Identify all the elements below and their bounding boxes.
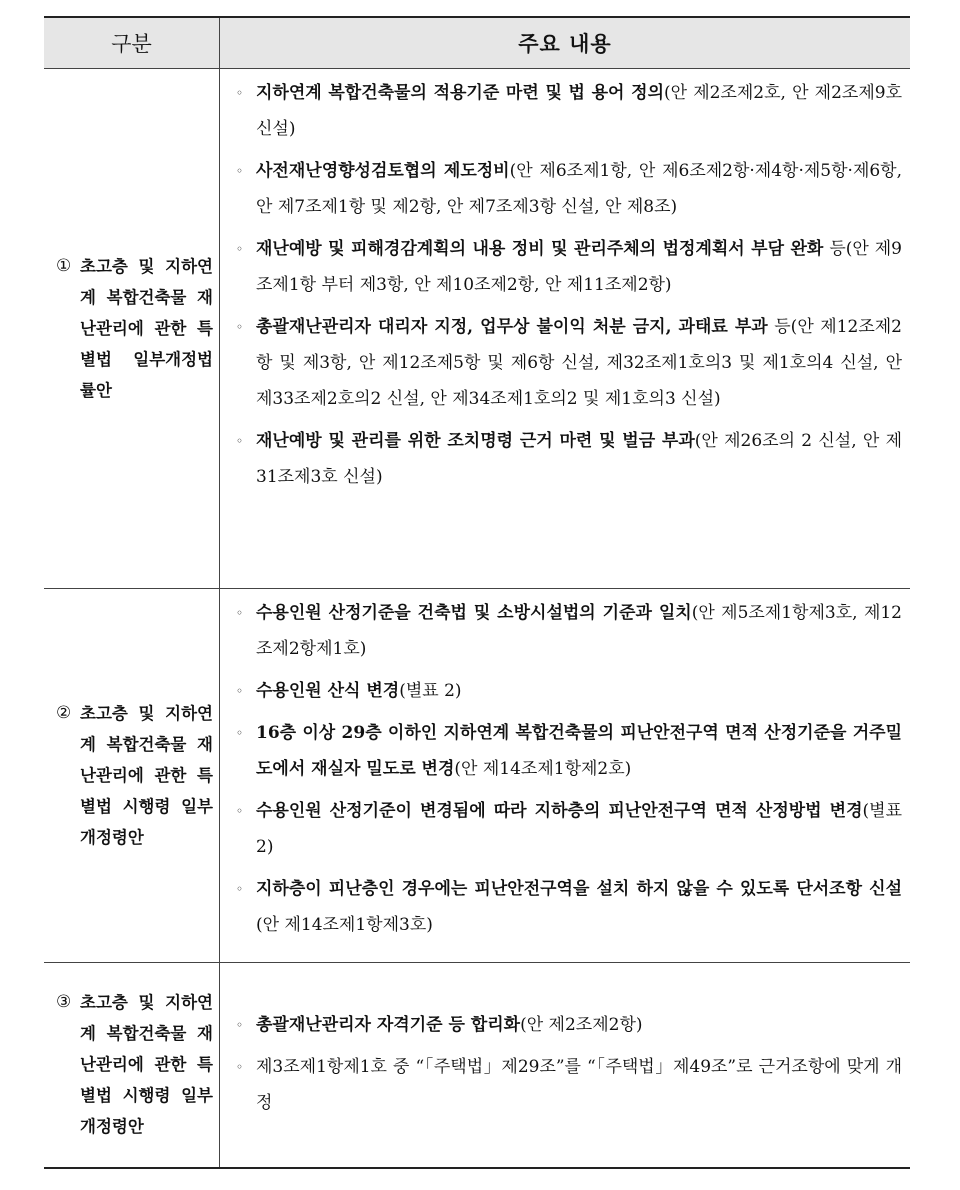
content-cell [220,963,911,1168]
table-header-row [44,17,910,69]
table-row [44,963,910,1168]
bullet-icon: ◦ [236,86,244,100]
list-item: ◦ 재난예방 및 관리를 위한 조치명령 근거 마련 및 벌금 부과(안 제26조의 2 신설, 안 제31조제3호 신설) [228,423,902,495]
category-text: 초고층 및 지하연계 복합건축물 재난관리에 관한 특별법 시행령 일부개정령안 [80,704,213,847]
bullet-icon: ◦ [236,804,244,818]
bullet-icon: ◦ [236,882,244,896]
row-number: ① [56,256,72,276]
bullet-icon: ◦ [236,1060,244,1074]
category-text: 초고층 및 지하연계 복합건축물 재난관리에 관한 특별법 시행령 일부개정령안 [80,993,213,1137]
table-row [44,69,910,589]
list-item: ◦ 수용인원 산정기준을 건축법 및 소방시설법의 기준과 일치(안 제5조제1항제3호, 제12조제2항제1호) [228,595,902,667]
header-main-content: 주요 내용 [220,17,911,69]
content-cell [220,589,911,963]
bullet-icon: ◦ [236,164,244,178]
list-item: ◦ 수용인원 산식 변경(별표 2) [228,673,902,709]
bullet-icon: ◦ [236,726,244,740]
bullet-icon: ◦ [236,606,244,620]
category-text: 초고층 및 지하연계 복합건축물 재난관리에 관한 특별법 일부개정법률안 [80,257,213,400]
header-category: 구분 [44,17,220,69]
row-number: ② [56,703,72,723]
bullet-icon: ◦ [236,242,244,256]
row-number: ③ [56,992,72,1013]
list-item: ◦ 총괄재난관리자 자격기준 등 합리화(안 제2조제2항) [228,1007,902,1043]
bullet-icon: ◦ [236,434,244,448]
bullet-icon: ◦ [236,1018,244,1032]
table-row [44,589,910,963]
content-cell [220,69,911,589]
category-cell [44,963,220,1168]
category-cell [44,589,220,963]
bullet-icon: ◦ [236,320,244,334]
list-item: ◦ 재난예방 및 피해경감계획의 내용 정비 및 관리주체의 법정계획서 부담 완화 등(안 제9조제1항 부터 제3항, 안 제10조제2항, 안 제11조제2항) [228,231,902,303]
bullet-icon: ◦ [236,684,244,698]
list-item: ◦ 16층 이상 29층 이하인 지하연계 복합건축물의 피난안전구역 면적 산정기준을 거주밀도에서 재실자 밀도로 변경(안 제14조제1항제2호) [228,715,902,787]
list-item: ◦ 총괄재난관리자 대리자 지정, 업무상 불이익 처분 금지, 과태료 부과 등(안 제12조제2항 및 제3항, 안 제12조제5항 및 제6항 신설, 제32조제1호의3 및 제1호의4 신설, 안 제33조제2호의2 신설, 안 제34조제1호의2 및 제1호의3 신설) [228,309,902,417]
category-cell [44,69,220,589]
amendment-summary-table [44,16,910,1169]
list-item: ◦ 제3조제1항제1호 중 “「주택법」제29조”를 “「주택법」제49조”로 근거조항에 맞게 개정 [228,1049,902,1121]
list-item: ◦ 사전재난영향성검토협의 제도정비(안 제6조제1항, 안 제6조제2항·제4항·제5항·제6항, 안 제7조제1항 및 제2항, 안 제7조제3항 신설, 안 제8조) [228,153,902,225]
list-item: ◦ 지하층이 피난층인 경우에는 피난안전구역을 설치 하지 않을 수 있도록 단서조항 신설(안 제14조제1항제3호) [228,871,902,943]
list-item: ◦ 지하연계 복합건축물의 적용기준 마련 및 법 용어 정의(안 제2조제2호, 안 제2조제9호 신설) [228,75,902,147]
list-item: ◦ 수용인원 산정기준이 변경됨에 따라 지하층의 피난안전구역 면적 산정방법 변경(별표 2) [228,793,902,865]
